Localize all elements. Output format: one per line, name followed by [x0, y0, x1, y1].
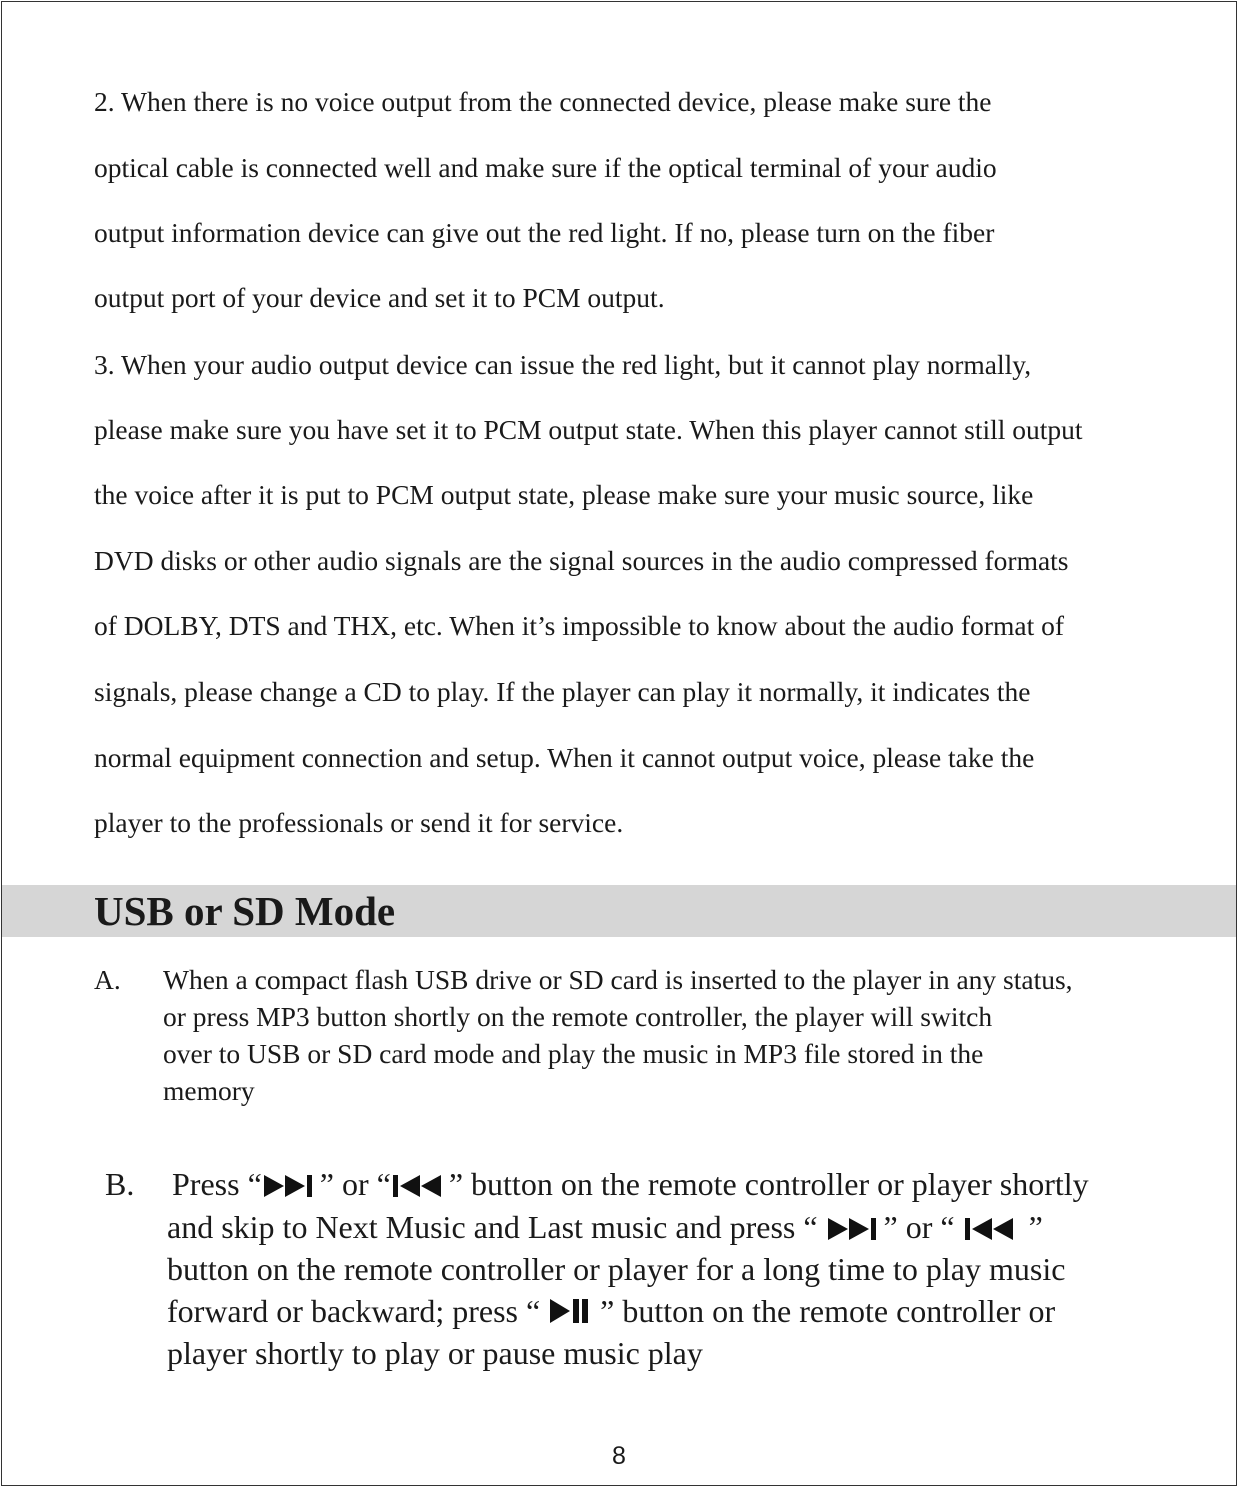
section-header-band: [2, 885, 1236, 937]
paragraph-3-line-8: player to the professionals or send it for service.: [94, 807, 624, 838]
item-b-line-2-part-b: ” or “: [883, 1209, 963, 1245]
item-a-line-1: When a compact flash USB drive or SD card is inserted to the player in any status,: [163, 964, 1073, 995]
item-a-line-4: memory: [163, 1075, 255, 1106]
item-b-line-1-part-c: ” button on the remote controller or player shortly: [448, 1166, 1089, 1202]
previous-track-icon: [391, 1169, 449, 1207]
section-title: USB or SD Mode: [94, 888, 396, 934]
item-a-line-3: over to USB or SD card mode and play the music in MP3 file stored in the: [163, 1038, 984, 1069]
previous-track-icon: [963, 1212, 1021, 1250]
paragraph-3-line-5: of DOLBY, DTS and THX, etc. When it’s impossible to know about the audio format of: [94, 610, 1065, 641]
item-b-line-4-part-a: forward or backward; press “: [167, 1293, 549, 1329]
paragraph-2-line-3: output information device can give out the red light. If no, please turn on the fiber: [94, 217, 995, 248]
item-b-marker: B.: [105, 1166, 135, 1202]
item-b-line-1: [172, 1165, 1089, 1207]
manual-page: [1, 1, 1237, 1486]
page-number: 8: [612, 1442, 626, 1470]
paragraph-2-line-4: output port of your device and set it to PCM output.: [94, 282, 665, 313]
paragraph-3-line-6: signals, please change a CD to play. If the player can play it normally, it indicates the: [94, 676, 1031, 707]
item-b-line-1-part-a: Press “: [172, 1166, 262, 1202]
next-track-icon: [262, 1169, 320, 1207]
paragraph-2-line-1: 2. When there is no voice output from the connected device, please make sure the: [94, 86, 992, 117]
item-b-line-4-part-b: ” button on the remote controller or: [592, 1293, 1056, 1329]
paragraph-3-line-4: DVD disks or other audio signals are the signal sources in the audio compressed formats: [94, 545, 1069, 576]
paragraph-3-line-2: please make sure you have set it to PCM output state. When this player cannot still output: [94, 414, 1083, 445]
item-b-line-5: player shortly to play or pause music play: [167, 1335, 703, 1371]
next-track-icon: [826, 1212, 884, 1250]
play-pause-icon: [548, 1296, 592, 1334]
item-b-line-2-part-c: ”: [1020, 1209, 1043, 1245]
paragraph-2-line-2: optical cable is connected well and make sure if the optical terminal of your audio: [94, 152, 997, 183]
item-a-line-2: or press MP3 button shortly on the remote controller, the player will switch: [163, 1001, 993, 1032]
item-b-line-2: [167, 1208, 1043, 1250]
item-b-line-3: button on the remote controller or player for a long time to play music: [167, 1251, 1066, 1287]
paragraph-3-line-3: the voice after it is put to PCM output state, please make sure your music source, like: [94, 479, 1034, 510]
paragraph-3-line-1: 3. When your audio output device can issue the red light, but it cannot play normally,: [94, 349, 1032, 380]
paragraph-3-line-7: normal equipment connection and setup. When it cannot output voice, please take the: [94, 742, 1035, 773]
item-a-marker: A.: [94, 964, 121, 995]
item-b-line-1-part-b: ” or “: [319, 1166, 391, 1202]
item-b-line-2-part-a: and skip to Next Music and Last music and press “: [167, 1209, 826, 1245]
item-b-line-4: [167, 1292, 1055, 1334]
